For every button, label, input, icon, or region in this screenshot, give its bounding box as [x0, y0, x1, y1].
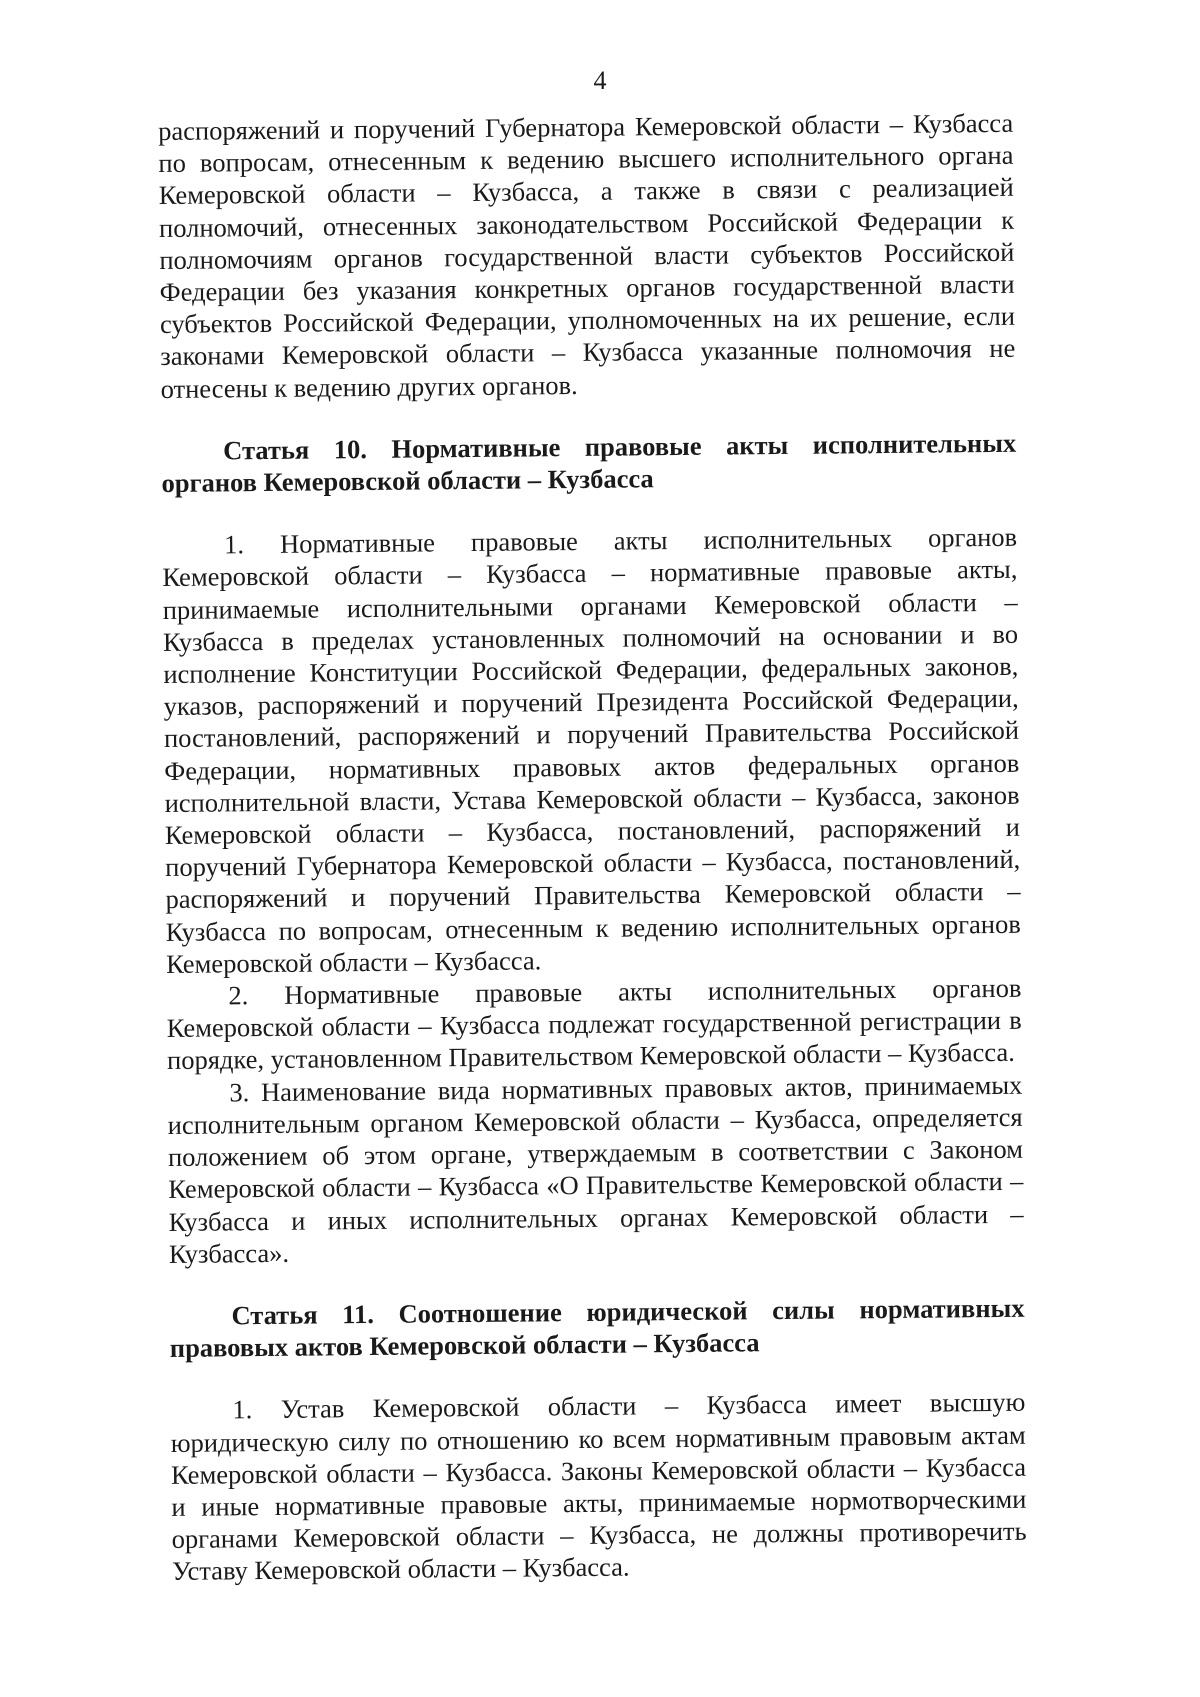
page-number: 4: [593, 66, 607, 95]
article-10-heading: Статья 10. Нормативные правовые акты исполнительных органов Кемеровской области – Кузбасса: [161, 427, 1017, 499]
article-11-heading: Статья 11. Соотношение юридической силы нормативных правовых актов Кемеровской области – Кузбасса: [169, 1292, 1025, 1364]
article-10-paragraph-3: 3. Наименование вида нормативных правовых актов, принимаемых исполнительным органом Кемеровской области – Кузбасса, определяется положением об этом органе, утверждаемым в соответствии с Законом Кемеровской области – Кузбасса «О Правительстве Кемеровской области – Кузбасса и иных исполнительных органах Кемеровской области – Кузбасса».: [167, 1069, 1024, 1269]
continuation-paragraph: распоряжений и поручений Губернатора Кемеровской области – Кузбасса по вопросам, отнесенным к ведению высшего исполнительного органа Кемеровской области – Кузбасса, а также в связи с реализацией полномочий, отнесенных законодательством Российской Федерации к полномочиям органов государственной власти субъектов Российской Федерации без указания конкретных органов государственной власти субъектов Российской Федерации, уполномоченных на их решение, если законами Кемеровской области – Кузбасса указанные полномочия не отнесены к ведению других органов.: [158, 107, 1016, 404]
article-10-paragraph-1: 1. Нормативные правовые акты исполнительных органов Кемеровской области – Кузбасса – нормативные правовые акты, принимаемые исполнительными органами Кемеровской области – Кузбасса в пределах установленных полномочий на основании и во исполнение Конституции Российской Федерации, федеральных законов, указов, распоряжений и поручений Президента Российской Федерации, постановлений, распоряжений и поручений Правительства Российской Федерации, нормативных правовых актов федеральных органов исполнительной власти, Устава Кемеровской области – Кузбасса, законов Кемеровской области – Кузбасса, постановлений, распоряжений и поручений Губернатора Кемеровской области – Кузбасса, постановлений, распоряжений и поручений Правительства Кемеровской области – Кузбасса по вопросам, отнесенным к ведению исполнительных органов Кемеровской области – Кузбасса.: [162, 522, 1021, 979]
article-10-paragraph-2: 2. Нормативные правовые акты исполнительных органов Кемеровской области – Кузбасса подлежат государственной регистрации в порядке, установленном Правительством Кемеровской области – Кузбасса.: [166, 972, 1022, 1076]
document-body: [158, 107, 1027, 1588]
article-11-paragraph-1: 1. Устав Кемеровской области – Кузбасса имеет высшую юридическую силу по отношению ко всем нормативным правовым актам Кемеровской области – Кузбасса. Законы Кемеровской области – Кузбасса и иные нормативные правовые акты, принимаемые нормотворческими органами Кемеровской области – Кузбасса, не должны противоречить Уставу Кемеровской области – Кузбасса.: [170, 1387, 1027, 1587]
